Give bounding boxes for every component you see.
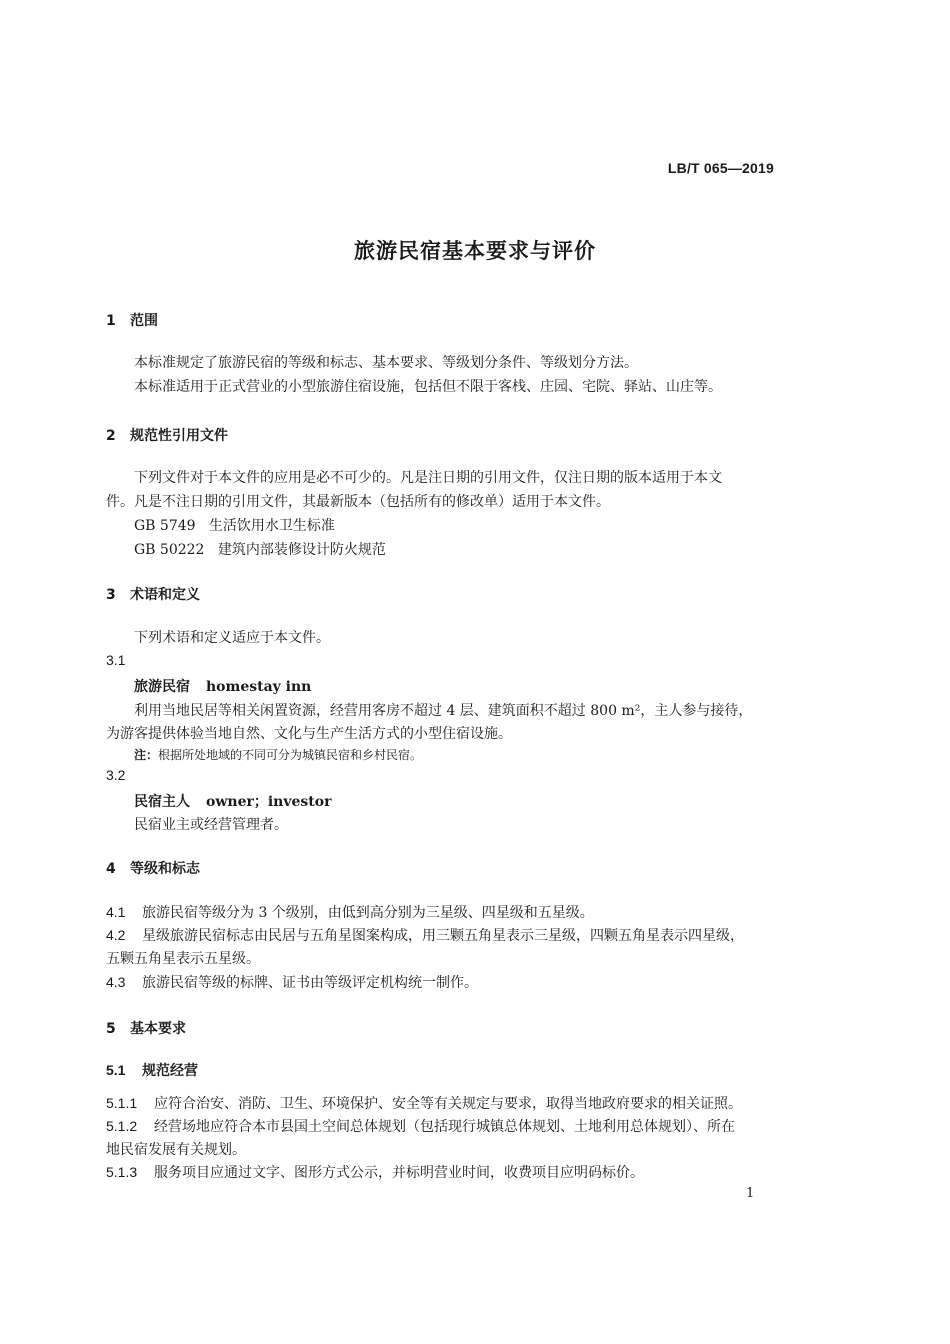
subsection-5-1-heading xyxy=(106,1060,198,1080)
clause-number: 5.1.3 xyxy=(106,1164,138,1180)
note-text: 根据所处地域的不同可分为城镇民宿和乡村民宿。 xyxy=(158,748,423,762)
clause-5-1-3 xyxy=(106,1162,644,1182)
section-title: 规范性引用文件 xyxy=(130,428,228,444)
clause-text: 服务项目应通过文字、图形方式公示，并标明营业时间，收费项目应明码标价。 xyxy=(154,1165,644,1181)
section-number: 5 xyxy=(106,1021,116,1037)
clause-text-line-1: 星级旅游民宿标志由民居与五角星图案构成，用三颗五角星表示三星级，四颗五角星表示四星级， xyxy=(142,928,744,944)
clause-number: 4.1 xyxy=(106,904,126,920)
section-number: 1 xyxy=(106,313,116,329)
section-title: 范围 xyxy=(130,313,158,329)
subsection-title: 规范经营 xyxy=(142,1063,198,1079)
term-chinese: 旅游民宿 xyxy=(134,679,190,695)
section-4-heading xyxy=(106,858,200,878)
clause-number: 5.1.1 xyxy=(106,1095,138,1111)
clause-text: 应符合治安、消防、卫生、环境保护、安全等有关规定与要求，取得当地政府要求的相关证照。 xyxy=(154,1096,742,1112)
reference-code: GB 50222 xyxy=(134,542,205,558)
section-3-heading xyxy=(106,584,200,604)
term-definition-line-2: 为游客提供体验当地自然、文化与生产生活方式的小型住宿设施。 xyxy=(106,726,512,742)
section-title: 等级和标志 xyxy=(130,861,200,877)
page-number: 1 xyxy=(746,1186,755,1201)
term-note xyxy=(134,746,422,763)
clause-5-1-2 xyxy=(106,1116,735,1136)
term-entry xyxy=(134,676,311,696)
standard-code: LB/T 065—2019 xyxy=(667,160,774,176)
term-definition-line-1: 利用当地民居等相关闲置资源，经营用客房不超过 4 层、建筑面积不超过 800 m²，主人参与接待， xyxy=(134,703,753,719)
term-chinese: 民宿主人 xyxy=(134,794,190,810)
reference-code: GB 5749 xyxy=(134,518,196,534)
normative-reference xyxy=(134,515,335,535)
term-number: 3.2 xyxy=(106,767,126,783)
section-2-paragraph-line-1: 下列文件对于本文件的应用是必不可少的。凡是注日期的引用文件，仅注日期的版本适用于本文 xyxy=(134,470,722,486)
section-number: 4 xyxy=(106,861,116,877)
clause-4-2 xyxy=(106,925,744,945)
clause-5-1-1 xyxy=(106,1093,742,1113)
clause-text: 旅游民宿等级分为 3 个级别，由低到高分别为三星级、四星级和五星级。 xyxy=(142,905,594,921)
section-1-paragraph-2: 本标准适用于正式营业的小型旅游住宿设施，包括但不限于客栈、庄园、宅院、驿站、山庄等。 xyxy=(134,379,722,395)
clause-5-1-2-line-2: 地民宿发展有关规划。 xyxy=(106,1142,246,1158)
note-label: 注： xyxy=(134,748,159,762)
section-2-paragraph-line-2: 件。凡是不注日期的引用文件，其最新版本（包括所有的修改单）适用于本文件。 xyxy=(106,494,610,510)
reference-title: 建筑内部装修设计防火规范 xyxy=(217,542,386,558)
section-1-paragraph-1: 本标准规定了旅游民宿的等级和标志、基本要求、等级划分条件、等级划分方法。 xyxy=(134,355,638,371)
clause-number: 5.1.2 xyxy=(106,1118,138,1134)
clause-4-3 xyxy=(106,972,478,992)
section-3-intro: 下列术语和定义适应于本文件。 xyxy=(134,630,330,646)
term-english: owner；investor xyxy=(206,794,332,810)
term-entry xyxy=(134,791,331,811)
clause-4-2-line-2: 五颗五角星表示五星级。 xyxy=(106,951,260,967)
term-definition: 民宿业主或经营管理者。 xyxy=(134,817,288,833)
clause-4-1 xyxy=(106,902,594,922)
section-title: 术语和定义 xyxy=(130,587,200,603)
clause-text: 旅游民宿等级的标牌、证书由等级评定机构统一制作。 xyxy=(142,975,478,991)
clause-number: 4.2 xyxy=(106,927,126,943)
reference-title: 生活饮用水卫生标准 xyxy=(208,518,335,534)
clause-number: 4.3 xyxy=(106,974,126,990)
section-2-heading xyxy=(106,425,228,445)
term-english: homestay inn xyxy=(206,679,312,695)
section-title: 基本要求 xyxy=(130,1021,186,1037)
section-5-heading xyxy=(106,1018,186,1038)
section-1-heading xyxy=(106,310,158,330)
subsection-number: 5.1 xyxy=(106,1062,126,1078)
section-number: 2 xyxy=(106,428,116,444)
page-title: 旅游民宿基本要求与评价 xyxy=(354,239,596,263)
section-number: 3 xyxy=(106,587,116,603)
normative-reference xyxy=(134,539,386,559)
clause-text-line-1: 经营场地应符合本市县国土空间总体规划（包括现行城镇总体规划、土地利用总体规划）、所在 xyxy=(154,1119,735,1135)
term-number: 3.1 xyxy=(106,652,126,668)
